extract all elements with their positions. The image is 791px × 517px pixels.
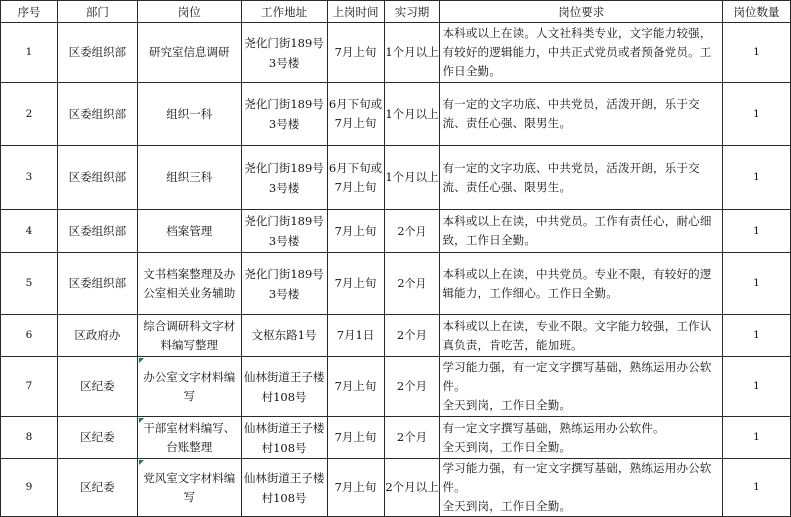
row-no: 5 xyxy=(1,253,58,315)
row-requirements: 本科或以上在读，专业不限。文字能力较强，工作认真负责，肯吃苦，能加班。 xyxy=(440,315,723,357)
row-requirements-cell xyxy=(440,417,723,459)
row-position: 组织一科 xyxy=(137,83,241,146)
row-count: 1 xyxy=(722,83,790,146)
table-row xyxy=(1,417,791,459)
row-position: 综合调研科文字材料编写整理 xyxy=(137,315,241,357)
row-start: 7月1日 xyxy=(327,315,384,357)
row-period: 2个月 xyxy=(384,253,440,315)
header-requirements: 岗位要求 xyxy=(440,1,723,23)
row-count: 1 xyxy=(722,417,790,459)
row-no: 3 xyxy=(1,146,58,210)
row-requirements: 有一定文字撰写基础，熟练运用办公软件。 xyxy=(442,420,665,435)
row-period: 1个月以上 xyxy=(384,146,440,210)
table-row xyxy=(1,210,791,253)
row-requirements: 有一定的文字功底、中共党员，活泼开朗，乐于交流、责任心强、限男生。 xyxy=(440,83,723,146)
row-position: 党风室文字材料编写 xyxy=(137,459,241,517)
header-row xyxy=(1,1,791,23)
row-no: 1 xyxy=(1,23,58,83)
row-start: 6月下旬或7月上旬 xyxy=(327,83,384,146)
row-requirements: 学习能力强，有一定文字撰写基础，熟练运用办公软件。 xyxy=(442,461,712,494)
header-position: 岗位 xyxy=(137,1,241,23)
row-dept: 区委组织部 xyxy=(57,253,137,315)
header-count: 岗位数量 xyxy=(722,1,790,23)
row-position: 文书档案整理及办公室相关业务辅助 xyxy=(137,253,241,315)
row-dept: 区政府办 xyxy=(57,315,137,357)
row-requirements: 学习能力强，有一定文字撰写基础，熟练运用办公软件。 xyxy=(442,360,712,393)
table-row xyxy=(1,83,791,146)
table-row xyxy=(1,357,791,417)
header-no: 序号 xyxy=(1,1,58,23)
row-no: 4 xyxy=(1,210,58,253)
row-start: 7月上旬 xyxy=(327,210,384,253)
table-row xyxy=(1,253,791,315)
row-dept: 区纪委 xyxy=(57,417,137,459)
row-position: 办公室文字材料编写 xyxy=(137,357,241,417)
header-address: 工作地址 xyxy=(241,1,327,23)
row-count: 1 xyxy=(722,146,790,210)
row-no: 7 xyxy=(1,357,58,417)
row-address: 仙林街道王子楼村108号 xyxy=(241,459,327,517)
row-count: 1 xyxy=(722,357,790,417)
row-requirements-cell xyxy=(440,357,723,417)
row-start: 7月上旬 xyxy=(327,23,384,83)
row-no: 9 xyxy=(1,459,58,517)
row-start: 7月上旬 xyxy=(327,357,384,417)
row-requirements-line2: 全天到岗，工作日全勤。 xyxy=(442,499,572,513)
row-address: 仙林街道王子楼村108号 xyxy=(241,357,327,417)
row-count: 1 xyxy=(722,459,790,517)
row-dept: 区委组织部 xyxy=(57,210,137,253)
header-start: 上岗时间 xyxy=(327,1,384,23)
row-period: 2个月以上 xyxy=(384,459,440,517)
row-address: 尧化门街189号3号楼 xyxy=(241,146,327,210)
row-requirements: 有一定的文字功底、中共党员，活泼开朗，乐于交流、责任心强、限男生。 xyxy=(440,146,723,210)
row-no: 2 xyxy=(1,83,58,146)
row-address: 尧化门街189号3号楼 xyxy=(241,23,327,83)
row-address: 文枢东路1号 xyxy=(241,315,327,357)
row-requirements: 本科或以上在读。人文社科类专业，文字能力较强，有较好的逻辑能力，中共正式党员或者预备党员。工作日全勤。 xyxy=(440,23,723,83)
row-period: 2个月 xyxy=(384,417,440,459)
row-start: 6月下旬或7月上旬 xyxy=(327,146,384,210)
row-position: 研究室信息调研 xyxy=(137,23,241,83)
row-start: 7月上旬 xyxy=(327,417,384,459)
row-no: 8 xyxy=(1,417,58,459)
row-dept: 区委组织部 xyxy=(57,146,137,210)
row-address: 尧化门街189号3号楼 xyxy=(241,253,327,315)
row-dept: 区委组织部 xyxy=(57,83,137,146)
row-period: 1个月以上 xyxy=(384,23,440,83)
row-dept: 区委组织部 xyxy=(57,23,137,83)
row-address: 尧化门街189号3号楼 xyxy=(241,83,327,146)
row-period: 2个月 xyxy=(384,210,440,253)
row-position: 组织三科 xyxy=(137,146,241,210)
row-requirements-cell xyxy=(440,459,723,517)
row-count: 1 xyxy=(722,23,790,83)
row-dept: 区纪委 xyxy=(57,357,137,417)
row-address: 尧化门街189号3号楼 xyxy=(241,210,327,253)
row-address: 仙林街道王子楼村108号 xyxy=(241,417,327,459)
row-period: 2个月 xyxy=(384,357,440,417)
header-dept: 部门 xyxy=(57,1,137,23)
row-requirements-line2: 全天到岗，工作日全勤。 xyxy=(442,398,572,412)
row-position: 档案管理 xyxy=(137,210,241,253)
row-requirements-line2: 全天到岗，工作日全勤。 xyxy=(442,439,572,454)
row-requirements: 本科或以上在读，中共党员。工作有责任心，耐心细致，工作日全勤。 xyxy=(440,210,723,253)
header-period: 实习期 xyxy=(384,1,440,23)
table-row xyxy=(1,459,791,517)
row-requirements: 本科或以上在读，中共党员。专业不限，有较好的逻辑能力，工作细心。工作日全勤。 xyxy=(440,253,723,315)
table-row xyxy=(1,23,791,83)
row-count: 1 xyxy=(722,253,790,315)
row-period: 2个月 xyxy=(384,315,440,357)
row-dept: 区纪委 xyxy=(57,459,137,517)
table-row xyxy=(1,315,791,357)
table-row xyxy=(1,146,791,210)
row-count: 1 xyxy=(722,210,790,253)
row-position: 干部室材料编写、台账整理 xyxy=(137,417,241,459)
row-period: 1个月以上 xyxy=(384,83,440,146)
row-start: 7月上旬 xyxy=(327,253,384,315)
row-start: 7月上旬 xyxy=(327,459,384,517)
row-no: 6 xyxy=(1,315,58,357)
row-count: 1 xyxy=(722,315,790,357)
